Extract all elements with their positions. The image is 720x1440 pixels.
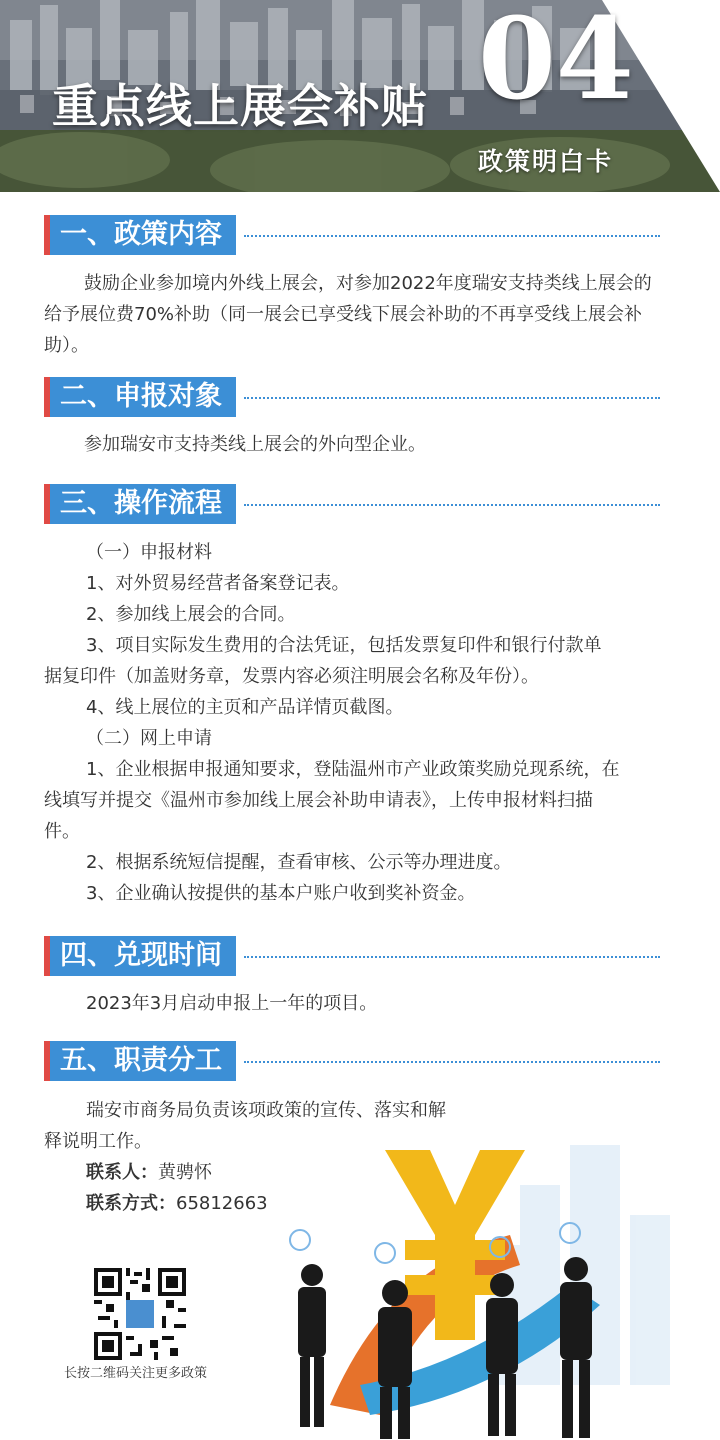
list-item: 3、项目实际发生费用的合法凭证，包括发票复印件和银行付款单 xyxy=(86,635,602,656)
page-subtitle: 政策明白卡 xyxy=(478,147,614,176)
list-item: 4、线上展位的主页和产品详情页截图。 xyxy=(86,697,404,718)
list-item: 2、参加线上展会的合同。 xyxy=(86,604,296,625)
list-item: 据复印件（加盖财务章，发票内容必须注明展会名称及年份）。 xyxy=(44,666,539,687)
phone-number: 65812663 xyxy=(176,1193,268,1214)
phone-label: 联系方式： xyxy=(86,1193,176,1214)
contact-label: 联系人： xyxy=(86,1162,158,1183)
section-label: 三、操作流程 xyxy=(44,484,236,524)
dotted-divider xyxy=(244,504,660,506)
contact-phone xyxy=(86,1188,268,1219)
responsibility-text-line1: 瑞安市商务局负责该项政策的宣传、落实和解 xyxy=(86,1100,446,1121)
dotted-divider xyxy=(244,397,660,399)
list-item: 2、根据系统短信提醒，查看审核、公示等办理进度。 xyxy=(86,852,512,873)
policy-content-paragraph: 鼓励企业参加境内外线上展会，对参加2022年度瑞安支持类线上展会的给予展位费70%补助（同一展会已享受线下展会补助的不再享受线上展会补助）。 xyxy=(44,273,652,356)
contact-name: 黄骋怀 xyxy=(158,1162,212,1183)
section-label: 二、申报对象 xyxy=(44,377,236,417)
page-title: 重点线上展会补贴 xyxy=(52,79,428,133)
section-label: 五、职责分工 xyxy=(44,1041,236,1081)
dotted-divider xyxy=(244,1061,660,1063)
list-item: 1、对外贸易经营者备案登记表。 xyxy=(86,573,350,594)
qr-caption: 长按二维码关注更多政策 xyxy=(64,1366,208,1381)
list-item: 件。 xyxy=(44,821,80,842)
section-heading-2 xyxy=(44,377,660,417)
dotted-divider xyxy=(244,235,660,237)
dotted-divider xyxy=(244,956,660,958)
section-heading-4 xyxy=(44,936,660,976)
applicant-paragraph: 参加瑞安市支持类线上展会的外向型企业。 xyxy=(84,434,426,455)
redemption-time-text: 2023年3月启动申报上一年的项目。 xyxy=(86,993,378,1014)
list-item: 线填写并提交《温州市参加线上展会补助申请表》，上传申报材料扫描 xyxy=(44,790,593,811)
card-number: 04 xyxy=(478,0,634,125)
section-heading-1 xyxy=(44,215,660,255)
section-label: 一、政策内容 xyxy=(44,215,236,255)
section-heading-5 xyxy=(44,1041,660,1081)
list-item: 1、企业根据申报通知要求，登陆温州市产业政策奖励兑现系统，在 xyxy=(86,759,620,780)
list-item: （二）网上申请 xyxy=(86,728,212,749)
list-item: （一）申报材料 xyxy=(86,542,212,563)
contact-person xyxy=(86,1157,212,1188)
section-label: 四、兑现时间 xyxy=(44,936,236,976)
header-banner xyxy=(0,0,720,192)
qr-code[interactable] xyxy=(94,1268,186,1360)
responsibility-text-line2: 释说明工作。 xyxy=(44,1131,152,1152)
list-item: 3、企业确认按提供的基本户账户收到奖补资金。 xyxy=(86,883,476,904)
business-illustration xyxy=(270,1125,720,1440)
section-heading-3 xyxy=(44,484,660,524)
